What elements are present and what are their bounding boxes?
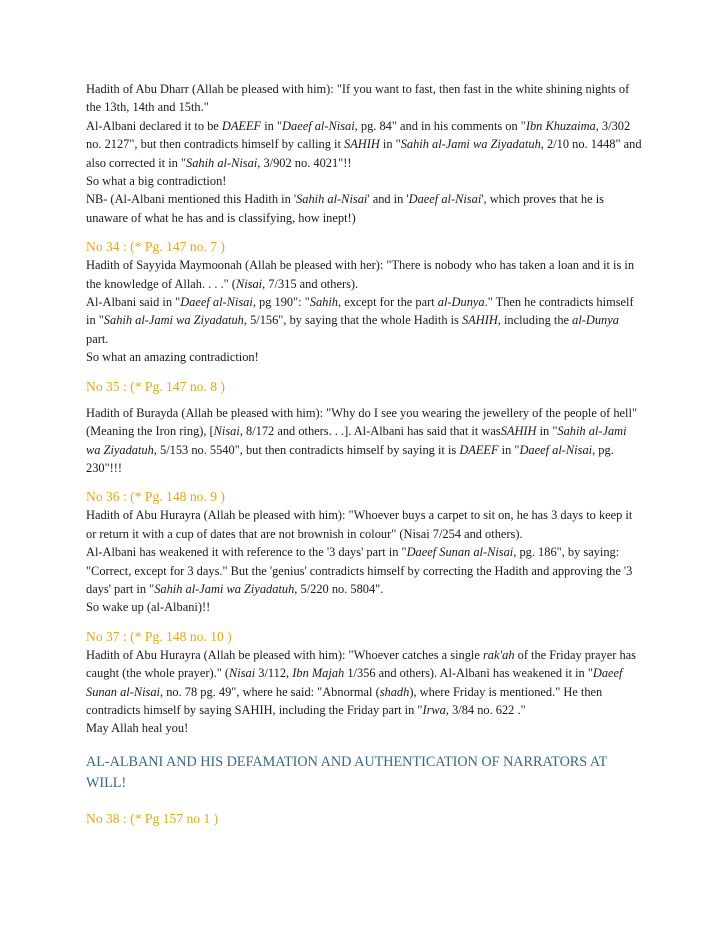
intro-albani-ruling: Al-Albani declared it to be DAEEF in "Daeef al-Nisai, pg. 84" and in his comments on "Ibn Khuzaima, 3/302 no. 2127", but then contradicts himself by calling it SAHIH in "Sahih al-Jami wa Ziyadatuh, 2/10 no. 1448" and also corrected it in "Sahih al-Nisai, 3/902 no. 4021"!!: [86, 118, 642, 170]
heading-no35: No 35 : (* Pg. 147 no. 8 ): [86, 378, 225, 394]
no36-remark: So wake up (al-Albani)!!: [86, 600, 211, 615]
no34-remark: So what an amazing contradiction!: [86, 350, 259, 365]
heading-no34: No 34 : (* Pg. 147 no. 7 ): [86, 239, 225, 255]
no36-albani: Al-Albani has weakened it with reference to the '3 days' part in "Daeef Sunan al-Nisai, pg. 186", by saying: "Correct, except for 3 days." But the 'genius' contradicts himself by correcting the Hadith and approving the '3 days' part in "Sahih al-Jami wa Ziyadatuh, 5/220 no. 5804".: [86, 545, 633, 596]
document-body: [86, 80, 644, 828]
no37-remark: May Allah heal you!: [86, 721, 189, 736]
intro-remark: So what a big contradiction!: [86, 174, 227, 189]
no36-hadith: Hadith of Abu Hurayra (Allah be pleased with him): "Whoever buys a carpet to sit on, he has 3 days to keep it or return it with a cup of dates that are not brownish in colour" (Nisai 7/254 and others).: [86, 508, 633, 541]
heading-no37: No 37 : (* Pg. 148 no. 10 ): [86, 628, 232, 644]
intro-hadith: Hadith of Abu Dharr (Allah be pleased with him): "If you want to fast, then fast in the white shining nights of the 13th, 14th and 15th.": [86, 82, 630, 115]
section-title: AL-ALBANI AND HIS DEFAMATION AND AUTHENTICATION OF NARRATORS AT WILL!: [86, 753, 608, 792]
intro-note: NB- (Al-Albani mentioned this Hadith in 'Sahih al-Nisai' and in 'Daeef al-Nisai', which proves that he is unaware of what he has and is classifying, how inept!): [86, 192, 604, 225]
no34-hadith: Hadith of Sayyida Maymoonah (Allah be pleased with her): "There is nobody who has taken a loan and it is in the knowledge of Allah. . . ." (Nisai, 7/315 and others).: [86, 258, 635, 291]
heading-no38: No 38 : (* Pg 157 no 1 ): [86, 810, 219, 826]
no37-hadith: Hadith of Abu Hurayra (Allah be pleased with him): "Whoever catches a single rak'ah of the Friday prayer has caught (the whole prayer)." (Nisai 3/112, Ibn Majah 1/356 and others). Al-Albani has weakened it in "Daeef Sunan al-Nisai, no. 78 pg. 49", where he said: "Abnormal (shadh), where Friday is mentioned." He then contradicts himself by saying SAHIH, including the Friday part in "Irwa, 3/84 no. 622 .": [86, 647, 636, 717]
heading-no36: No 36 : (* Pg. 148 no. 9 ): [86, 489, 225, 505]
no35-hadith: Hadith of Burayda (Allah be pleased with him): "Why do I see you wearing the jewellery of the people of hell" (Meaning the Iron ring), [Nisai, 8/172 and others. . .]. Al-Albani has said that it wasSAHIH in "Sahih al-Jami wa Ziyadatuh, 5/153 no. 5540", but then contradicts himself by saying it is DAEEF in "Daeef al-Nisai, pg. 230"!!!: [86, 405, 638, 475]
no34-albani: Al-Albani said in "Daeef al-Nisai, pg 190": "Sahih, except for the part al-Dunya." Then he contradicts himself in "Sahih al-Jami wa Ziyadatuh, 5/156", by saying that the whole Hadith is SAHIH, including the al-Dunya part.: [86, 295, 634, 346]
